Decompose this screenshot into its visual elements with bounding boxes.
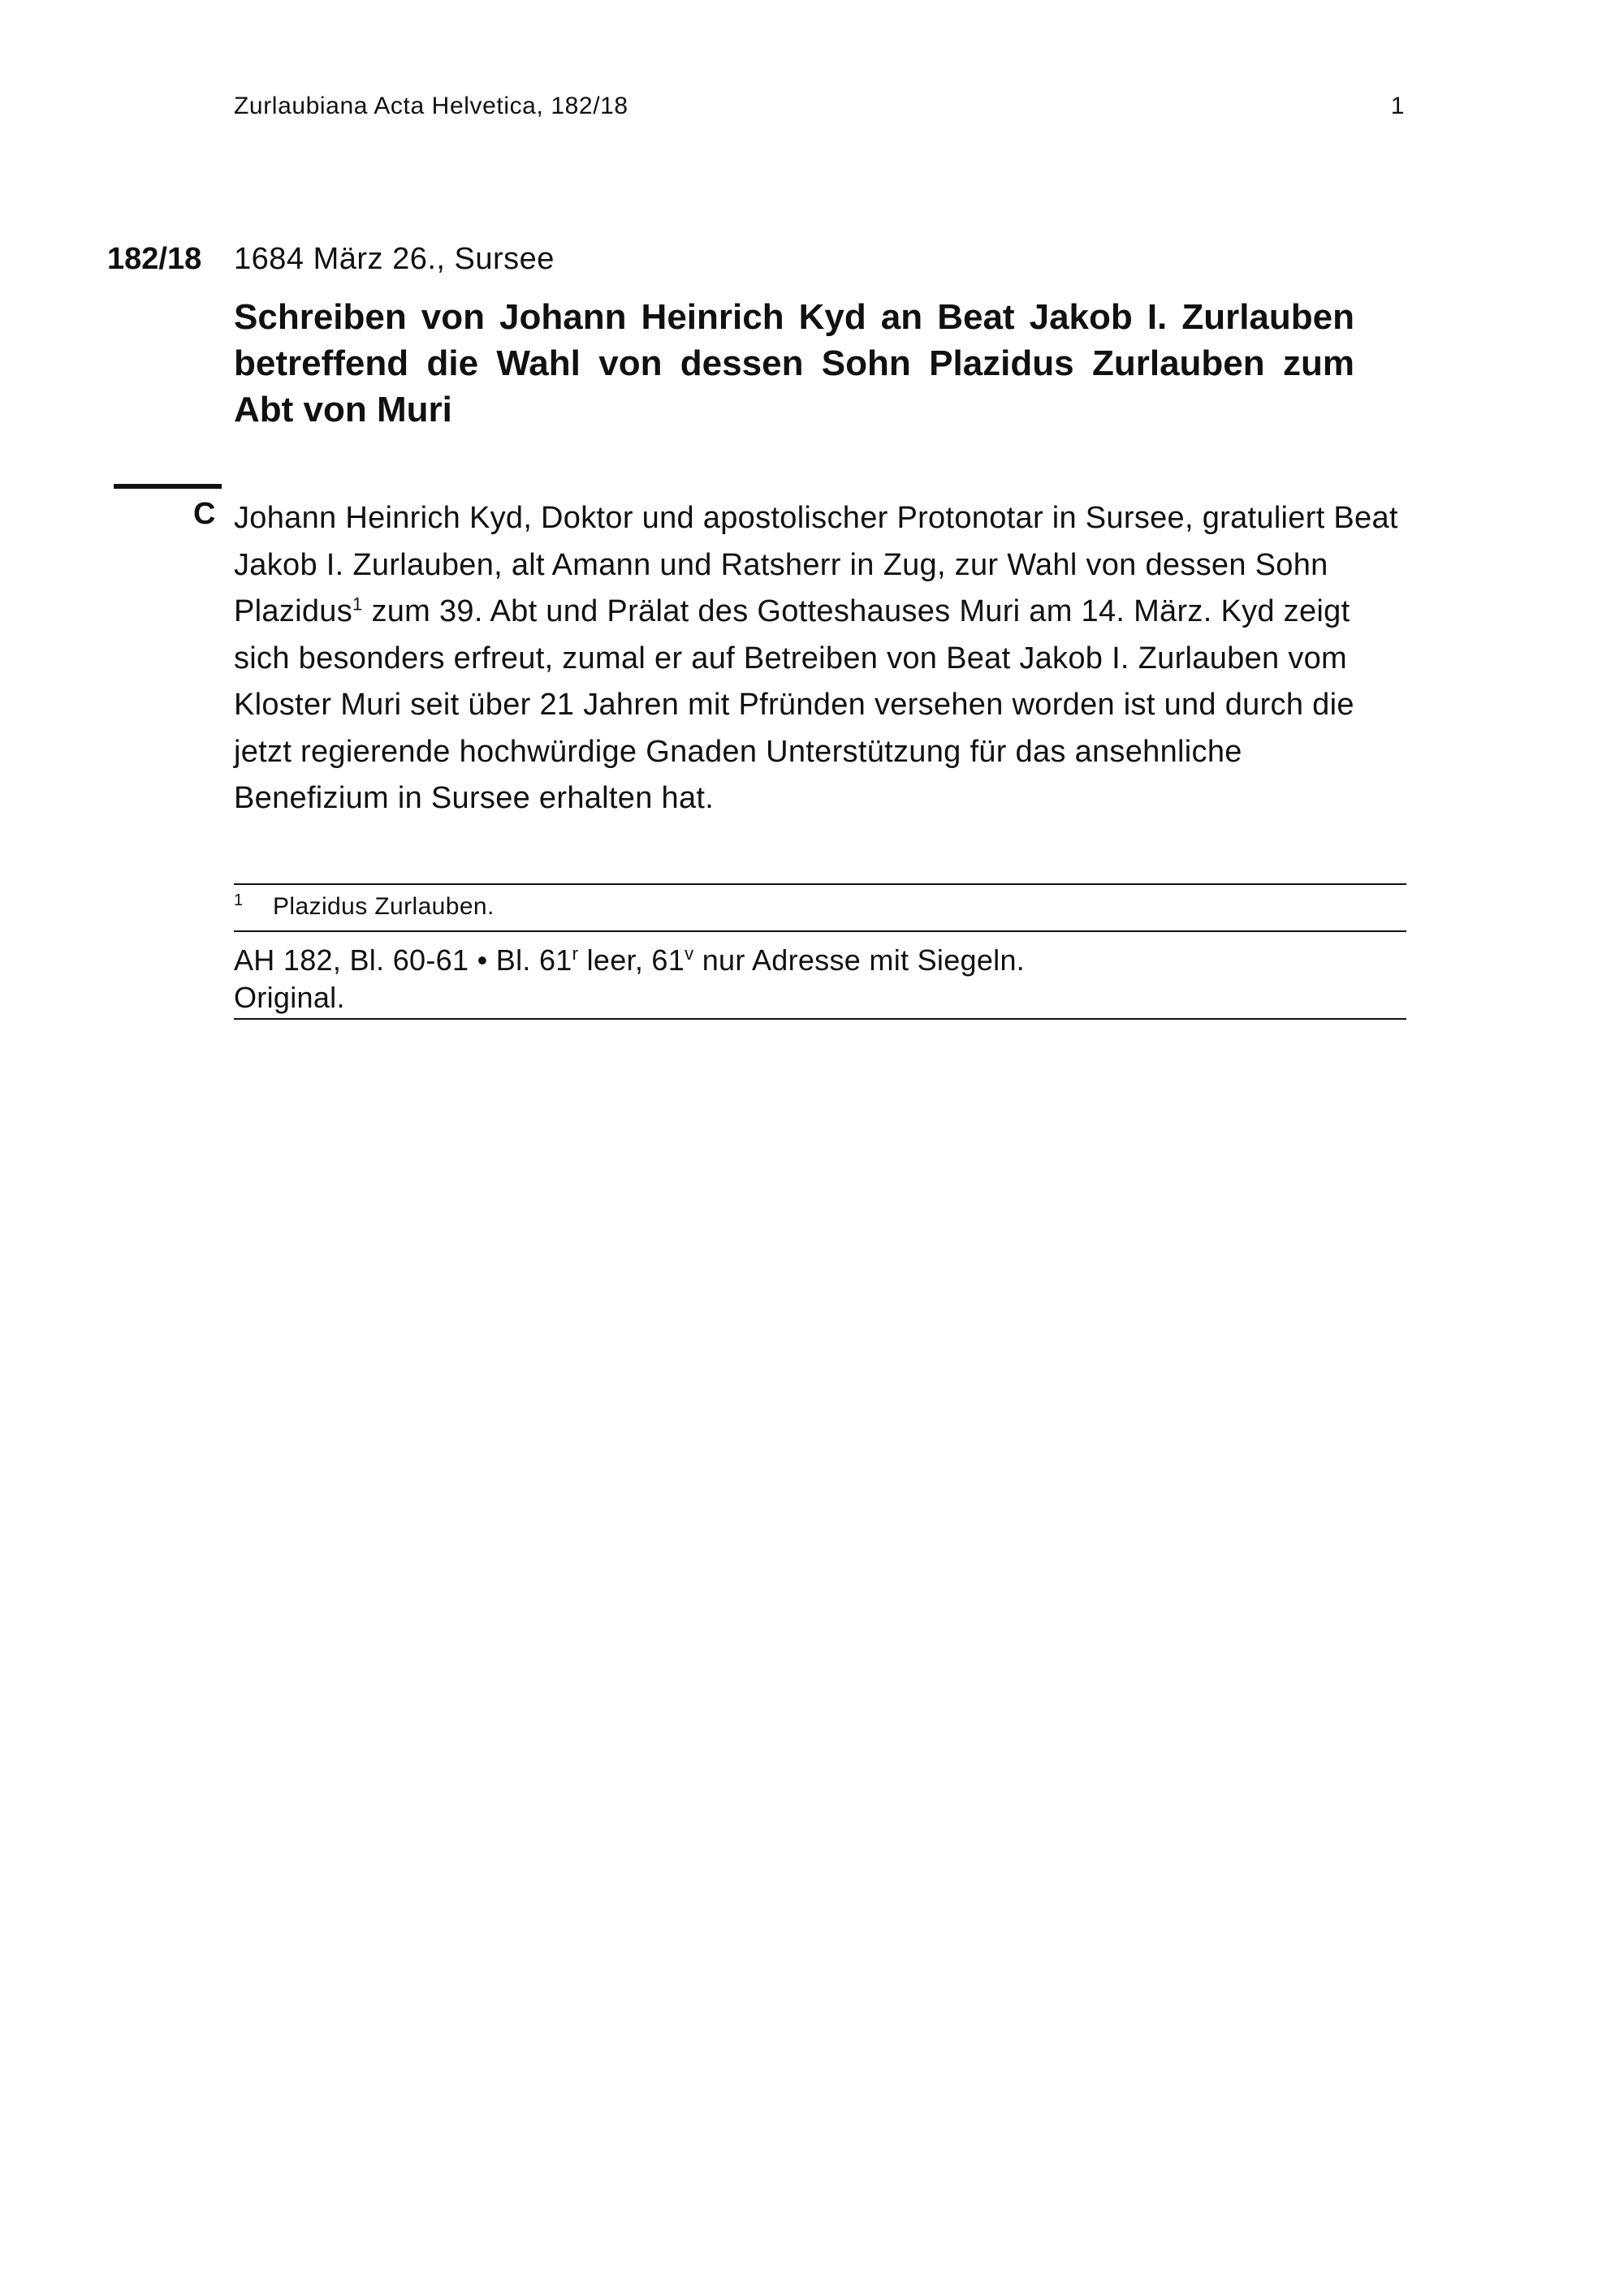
source-blank: leer, 61 [578,943,685,977]
source-top-rule [234,930,1406,932]
running-head [234,93,1405,120]
regest-text [234,495,1403,822]
verso-mark: v [685,943,694,964]
footnote-mark: 1 [234,891,244,909]
footnote-top-rule [234,883,1406,885]
running-head-title: Zurlaubiana Acta Helvetica, 182/18 [234,93,628,119]
source-line-1 [234,942,1403,979]
margin-rule [114,484,222,489]
document-title: Schreiben von Johann Heinrich Kyd an Beat Jakob I. Zurlauben betreffend die Wahl von dessen Sohn Plazidus Zurlauben zum Abt von Muri [234,297,1354,429]
footnote-text: Plazidus Zurlauben. [273,893,495,920]
document-number: 182/18 [107,242,202,276]
footnote [234,891,1403,921]
recto-mark: r [572,943,579,964]
source-address: nur Adresse mit Siegeln. [693,943,1026,977]
source-line-2: Original. [234,981,345,1014]
regest-part-2: zum 39. Abt und Prälat des Gotteshauses Muri am 14. März. Kyd zeigt sich besonders erfreut, zumal er auf Betreiben von Beat Jakob I. Zurlauben vom Kloster Muri seit über 21 Jahren mit Pfründen versehen worden ist und durch die jetzt regierende hochwürdige Gnaden Unterstützung für das ansehnliche Benefizium in Sursee erhalten hat. [234,594,1354,815]
source-shelfmark: AH 182, Bl. 60-61 • Bl. 61 [234,943,572,977]
page-number: 1 [1390,93,1405,119]
regest-part-1: Johann Heinrich Kyd, Doktor und apostolischer Protonotar in Sursee, gratuliert Beat Jakob I. Zurlauben, alt Amann und Ratsherr in Zug, zur Wahl von dessen Sohn Plazidus [234,501,1398,628]
footnote-ref: 1 [352,593,363,615]
margin-letter: C [193,497,216,531]
document-date-place: 1684 März 26., Sursee [234,242,555,276]
source-note [234,942,1403,1016]
source-bottom-rule [234,1018,1406,1020]
